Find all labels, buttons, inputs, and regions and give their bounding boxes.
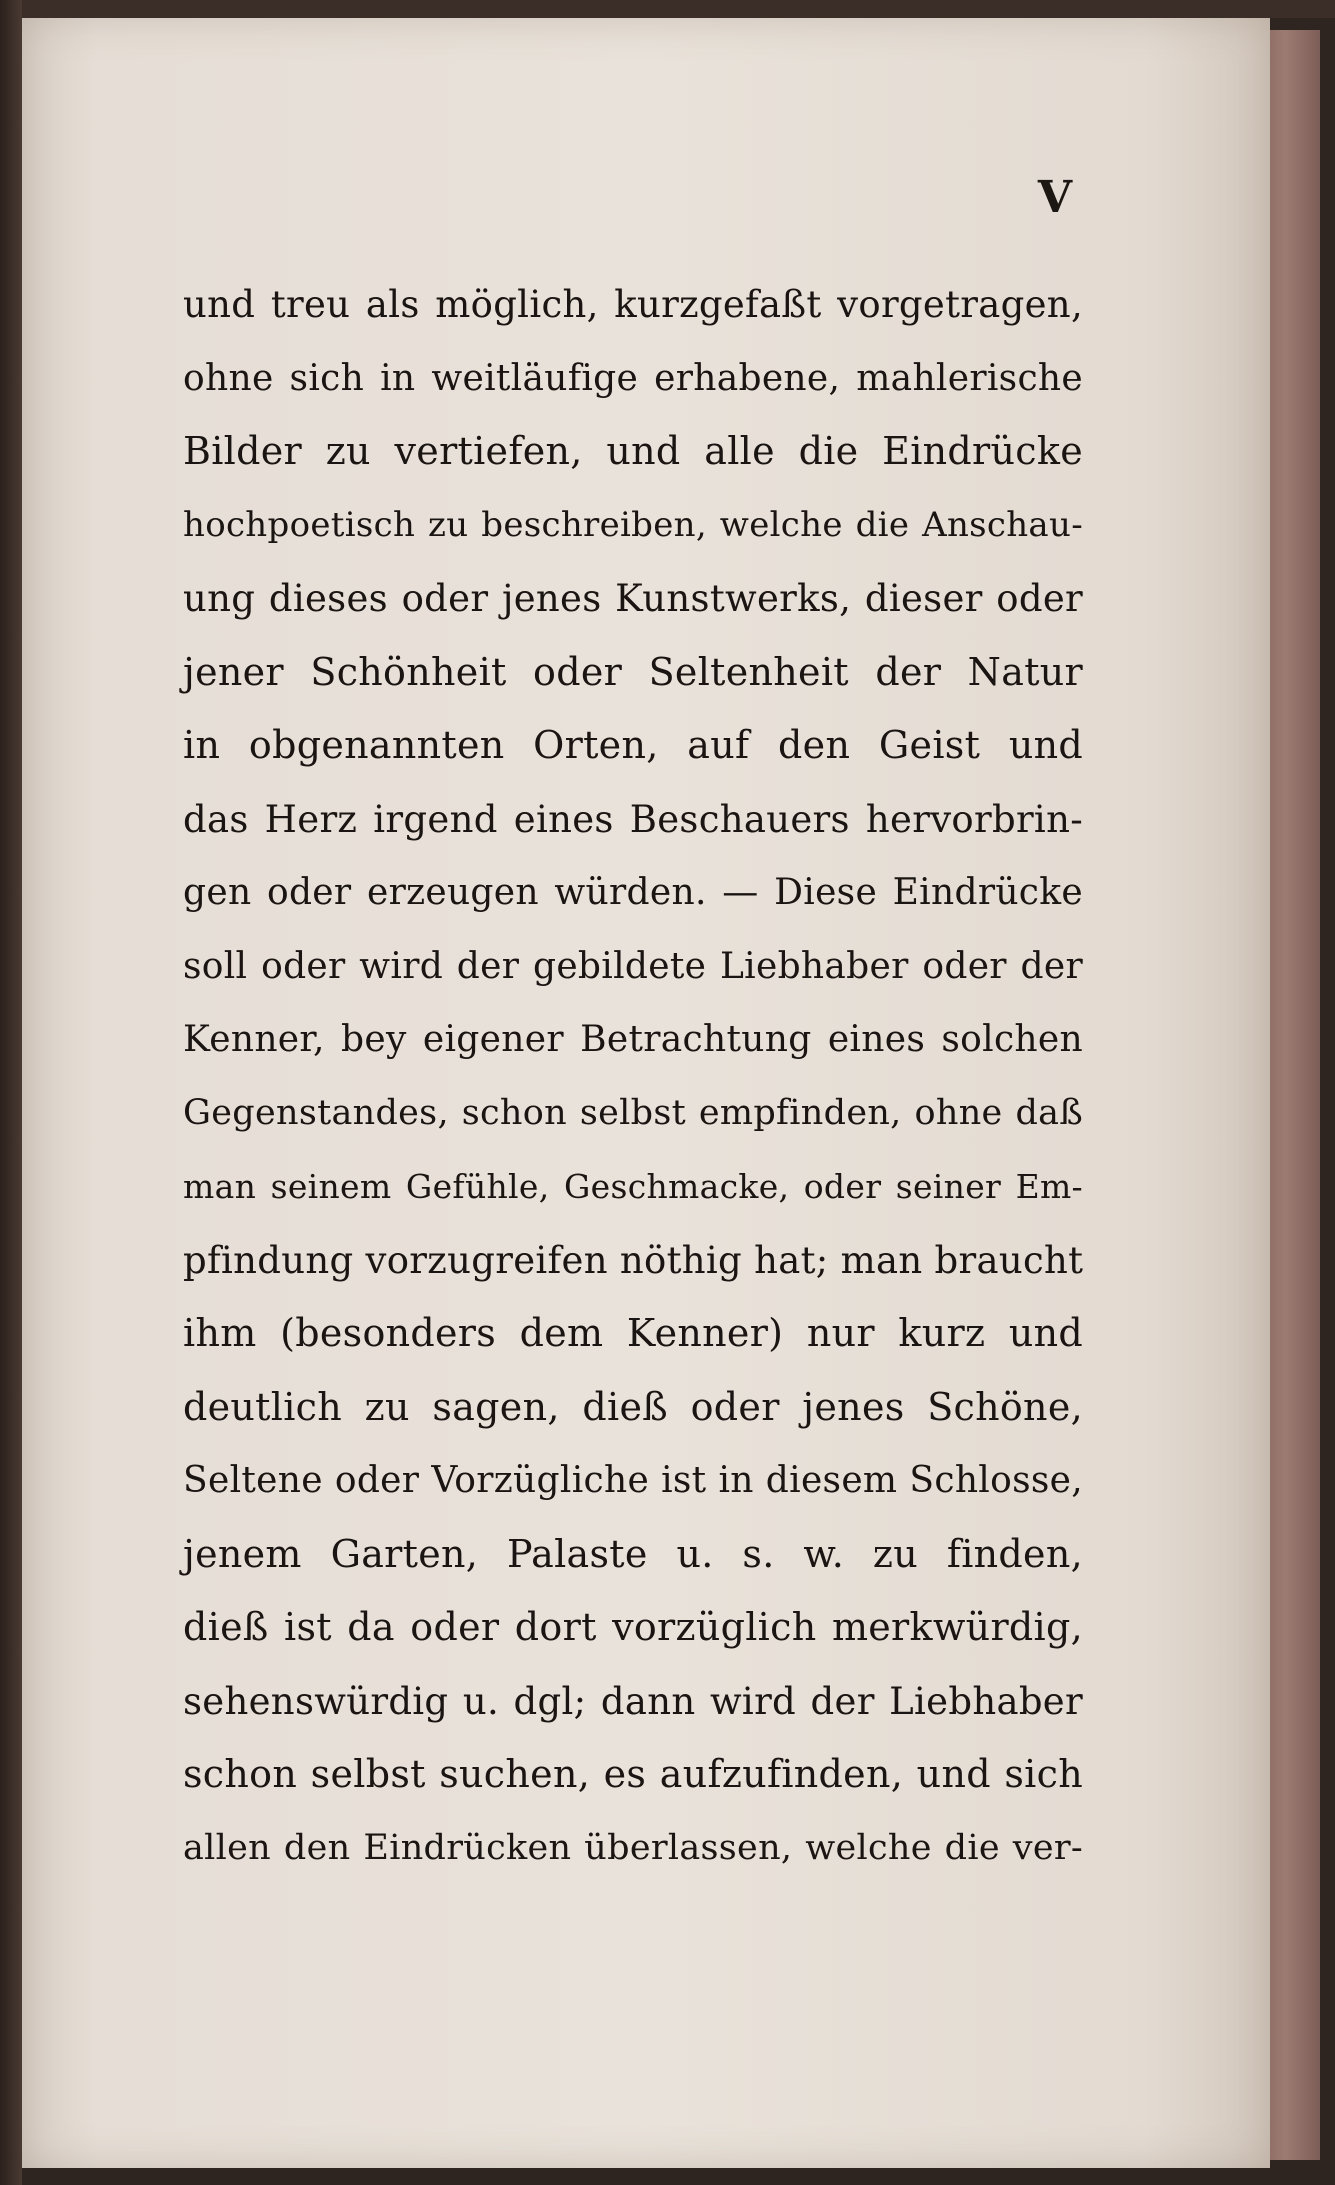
- text-line: pfindung vorzugreifen nöthig hat; man braucht: [183, 1238, 1084, 1282]
- text-line: Kenner, bey eigener Betrachtung eines solchen: [183, 1019, 1083, 1060]
- page-edge-stack: [1262, 30, 1320, 2160]
- text-line: das Herz irgend eines Beschauers hervorbrin-: [183, 797, 1083, 841]
- text-line: in obgenannten Orten, auf den Geist und: [183, 723, 1083, 767]
- top-binding-strip: [0, 0, 1335, 18]
- page-number: V: [1037, 172, 1073, 223]
- text-line: ihm (besonders dem Kenner) nur kurz und: [183, 1311, 1083, 1355]
- text-line: jenem Garten, Palaste u. s. w. zu finden,: [183, 1531, 1083, 1576]
- text-line: Bilder zu vertiefen, und alle die Eindrücke: [183, 429, 1083, 473]
- text-line: Seltene oder Vorzügliche ist in diesem Schlosse,: [183, 1460, 1083, 1501]
- text-line: Gegenstandes, schon selbst empfinden, ohne daß: [183, 1092, 1083, 1133]
- text-line: jener Schönheit oder Seltenheit der Natur: [183, 649, 1083, 694]
- text-line: man seinem Gefühle, Geschmacke, oder seiner Em-: [183, 1167, 1083, 1206]
- text-line: hochpoetisch zu beschreiben, welche die Anschau-: [183, 504, 1083, 545]
- text-line: gen oder erzeugen würden. — Diese Eindrücke: [183, 872, 1083, 913]
- text-line: soll oder wird der gebildete Liebhaber oder der: [183, 945, 1083, 987]
- text-line: ung dieses oder jenes Kunstwerks, dieser oder: [183, 577, 1083, 620]
- text-line: sehenswürdig u. dgl; dann wird der Liebhaber: [183, 1679, 1083, 1723]
- text-line: und treu als möglich, kurzgefaßt vorgetragen,: [183, 283, 1083, 326]
- text-line: deutlich zu sagen, dieß oder jenes Schöne,: [183, 1384, 1083, 1429]
- text-line: ohne sich in weitläufige erhabene, mahlerische: [183, 357, 1083, 399]
- text-line: dieß ist da oder dort vorzüglich merkwürdig,: [183, 1605, 1083, 1649]
- text-line: schon selbst suchen, es aufzufinden, und sich: [183, 1752, 1083, 1796]
- left-binding-edge: [0, 0, 22, 2185]
- text-line: allen den Eindrücken überlassen, welche die ver-: [183, 1827, 1083, 1868]
- body-text: [183, 268, 1083, 1885]
